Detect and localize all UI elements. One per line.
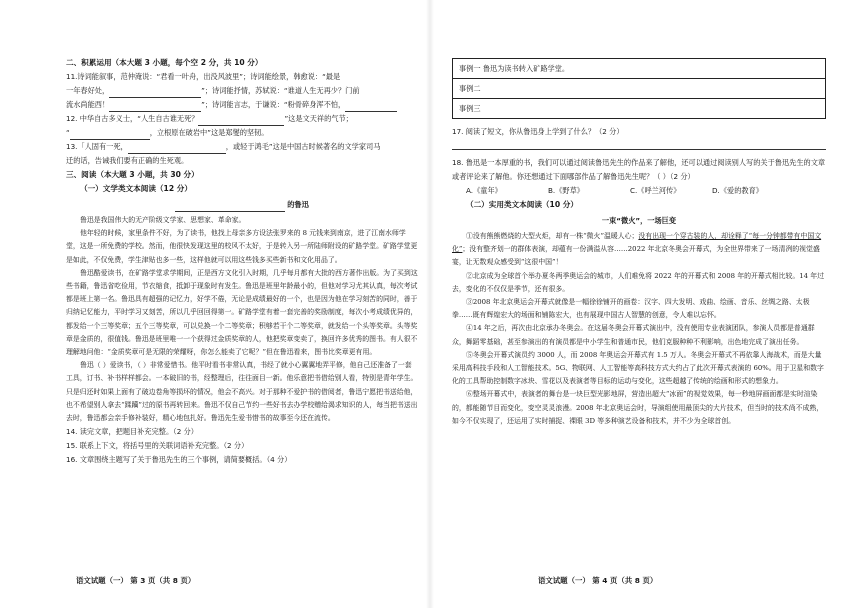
option-c[interactable]: C.《呼兰河传》 bbox=[630, 186, 681, 195]
article-2-paragraph-4: ④14 年之后，再次由北京承办冬奥会。在这届冬奥会开幕式演出中，没有使用专业表演团队，参演人员都是普通群众，舞蹈零基础，甚至参演出的有演员都是中小学生和普通市民，他们克服种种不利影响，出色地完成了演出任务。 bbox=[452, 324, 815, 346]
q11-text-d: 流水尚能西！ bbox=[66, 100, 110, 109]
article-2-title: 一束“微火”，一场巨变 bbox=[601, 216, 677, 225]
option-d[interactable]: D.《爱的教育》 bbox=[712, 186, 763, 195]
case-2[interactable]: 事例二 bbox=[453, 79, 826, 99]
article-2-paragraph-2: ②北京成为全球首个举办夏冬两季奥运会的城市，人们难免将 2022 年的开幕式和 2008 年的开幕式相比较。14 年过去，变化的不仅仅是季节，还有很多。 bbox=[452, 271, 824, 293]
question-16: 16. 文章围绕主题写了关于鲁迅先生的三个事例，请简要概括。（4 分） bbox=[66, 455, 292, 465]
q12-blank-2[interactable] bbox=[70, 129, 150, 140]
option-a[interactable]: A.《童年》 bbox=[466, 186, 502, 195]
p1-underlined: 没有出现一个穿古装的人，却诠释了“每一分钟都带有中国文化” bbox=[452, 232, 822, 254]
article-title-blank[interactable] bbox=[175, 202, 285, 212]
question-15: 15. 联系上下文，将括号里的关联词语补充完整。（2 分） bbox=[66, 441, 249, 451]
cases-table bbox=[452, 58, 826, 119]
q12-text-b: ”这是文天祥的气节； bbox=[284, 114, 353, 123]
article-2-paragraph-5: ⑤冬奥会开幕式演员约 3000 人，而 2008 年奥运会开幕式有 1.5 万人。冬奥会开幕式不再依靠人海战术，而是大量采用高科技手段和人工智能技术。5G、物联网、人工智能等高科技方式大约占了此次开幕式表演的 60%。用于卫星和数字化的工具帮助控制数字冰块、雪花以及表演者等目标的运动与变化，这些超越了传统的绘画和形式的想象力。 bbox=[452, 350, 824, 386]
section-2-title: 二、积累运用（本大题 3 小题，每个空 2 分，共 10 分） bbox=[66, 58, 263, 67]
article-paragraph-3: 鲁迅（ ）爱读书，（ ）非常爱惜书。他平时看书非常认真，书经了就小心翼翼地弄平修，他自己还准备了一套工具，订书、补书样样都会。一本破旧的书，经整理后，往往面目一新。他乐意把书借给别人看，特别是青年学生。只是归还时如果上面有了破边卷角等损坏的情况，他会不高兴。对于那种不爱护书的借阅者，鲁迅宁愿把书送给他，也不希望别人拿去“蹂躏”过的原书再转回来。鲁迅不仅自己节约一些好书去办学校赠给渴求知识的人，每当把书送出去时，鲁迅都会亲手修补装好，精心地包扎好。鲁迅先生爱书惜书的故事至今还在流传。 bbox=[66, 361, 418, 423]
article-title bbox=[66, 198, 418, 212]
article-2-paragraph-6: ⑥整场开幕式中，表演者的舞台是一块巨型光影地屏，营造出超大“冰面”的视觉效果，每一秒地屏画面都是实时渲染的，都能随节目而变化，变空灵灵浪漫。2008 年北京奥运会时，导演组使用最顶尖的大片技术，但当时的技术尚不成熟，如今不仅实现了，还运用了实时捕捉、裸眼 3D 等多种演艺设备和技术，并不少为全球首创。 bbox=[452, 390, 824, 425]
page-4 bbox=[430, 0, 860, 608]
question-18: 18. 鲁迅是一本厚重的书，我们可以通过阅读鲁迅先生的作品来了解他，还可以通过阅读别人写的关于鲁迅先生的文章或者评论来了解他。你还想通过下面哪部作品了解鲁迅先生呢？（ ）（2 分） bbox=[452, 158, 826, 181]
q11-blank-3[interactable] bbox=[345, 101, 397, 112]
q12-blank-1[interactable] bbox=[198, 115, 284, 126]
question-17: 17. 阅读了短文，你从鲁迅身上学到了什么？（2 分） bbox=[452, 127, 624, 136]
q11-text-c: ”；诗词能抒情，苏轼说：“谁道人生无再少？门前 bbox=[201, 86, 360, 95]
p1-post: ；没有整齐划一的群体表演，却蕴有一份满溢从容……2022 年北京冬奥会开幕式，为全世界带来了一场清冽的视觉盛宴，让无数观众感受到“这很中国”！ bbox=[452, 245, 820, 267]
q13-text-b: ，或轻于鸿毛”这是中国古时候著名的文学家司马 bbox=[225, 142, 381, 151]
subsection-2-title: （二）实用类文本阅读（10 分） bbox=[466, 200, 578, 209]
question-14: 14. 读完文章，把题目补充完整。（2 分） bbox=[66, 427, 198, 437]
article-2-paragraph-1 bbox=[452, 230, 826, 270]
page-4-footer: 语文试题（一） 第 4 页（共 8 页） bbox=[538, 576, 658, 585]
q13-text-a: 13.「人固有一死， bbox=[66, 142, 128, 151]
page-3-footer: 语文试题（一） 第 3 页（共 8 页） bbox=[76, 576, 196, 585]
q11-text-b: 一年春好处， bbox=[66, 86, 110, 95]
q12-text-c: “ bbox=[66, 128, 70, 137]
q17-answer-line[interactable] bbox=[452, 139, 826, 150]
right-column bbox=[452, 58, 826, 428]
q11-blank-2[interactable] bbox=[109, 101, 201, 112]
option-b[interactable]: B.《野草》 bbox=[548, 186, 584, 195]
subsection-1-title: （一）文学类文本阅读（12 分） bbox=[80, 184, 192, 193]
p1-pre: ①没有熊熊燃烧的大型火炬，却有一株“微火”温暖人心； bbox=[466, 232, 639, 240]
q12-text-a: 12. 中华自古多义士，“人生自古谁无死？ bbox=[66, 114, 199, 123]
case-3[interactable]: 事例三 bbox=[453, 99, 826, 119]
q12-text-d: ，立根原在破岩中”这是郑燮的坚韧。 bbox=[149, 128, 269, 137]
q13-text-c: 迁的话，告诫我们要有正确的生死观。 bbox=[66, 156, 189, 165]
article-title-suffix: 的鲁迅 bbox=[287, 200, 309, 209]
case-1: 事例一 鲁迅为读书转入矿路学堂。 bbox=[453, 59, 826, 79]
left-column bbox=[66, 56, 418, 467]
q18-options bbox=[452, 184, 826, 198]
article-paragraph-1: 他年轻的时候，家里条件不好，为了读书，他找上母亲多方设法张罗来的 8 元钱来到南京，进了江南水师学堂，这是一所免费的学校。然而，他很快发现这里的校风不太好，于是转入另一所陆师附设的矿路学堂。矿路学堂更是如此，不仅免费，学生津贴也多一些，这样他就可以用这些钱多买些新书和文化用品了。 bbox=[66, 229, 418, 264]
question-12 bbox=[66, 112, 418, 140]
q11-text-e: ”；诗词能言志，于谦说：“粉骨碎身浑不怕， bbox=[201, 100, 346, 109]
q13-blank[interactable] bbox=[128, 143, 226, 154]
q11-blank-1[interactable] bbox=[109, 87, 201, 98]
question-11 bbox=[66, 70, 418, 112]
q11-text-a: 11.诗词能叙事，范仲淹说：“君看一叶舟，出没风波里”；诗词能绘景，韩愈说：“最是 bbox=[66, 72, 341, 81]
article-paragraph-2: 鲁迅酷爱读书，在矿路学堂求学期间，正是西方文化引入时期，几乎每月都有大批的西方著作出版。为了买到这些书籍，鲁迅省吃俭用，节衣缩食，抵卸于现象时有发生。鲁迅是班里年龄最小的，但他对学习尤其认真，每次考试都是班上第一名。鲁迅具有超强的记忆力，好学不倦，无论是成绩最好的一个，也是因为他在学习刻苦的同时，善于归纳记忆能力，平时学习又刻苦，所以几乎回回得第一。矿路学堂有着一套完善的奖励制度，每次小考成绩优异的，都发给一个三等奖章；五个三等奖章，可以兑换一个二等奖章；积够若干个二等奖章，就发给一个头等奖章。头等奖章是金质的，很值钱。鲁迅是班里唯一一个获得过金质奖章的人，他把奖章变卖了，换回许多优秀的图书。有人很不理解地问他：“金质奖章可是无限的荣耀呀，你怎么能卖了它呢？”但在鲁迅看来，图书比奖章更有用。 bbox=[66, 268, 418, 357]
article-2-paragraph-3: ③2008 年北京奥运会开幕式就像是一幅徐徐铺开的画卷：汉字、四大发明、戏曲、绘画、音乐、丝绸之路、太极拳……既有辉煌宏大的场面和铺陈宏大，也有展现中国古人智慧的创意，令人难以忘怀。 bbox=[452, 298, 810, 320]
section-3-title: 三、阅读（本大题 3 小题，共 30 分） bbox=[66, 170, 199, 179]
article-intro: 鲁迅是我国伟大的无产阶级文学家、思想家、革命家。 bbox=[80, 216, 246, 224]
question-13 bbox=[66, 140, 418, 168]
